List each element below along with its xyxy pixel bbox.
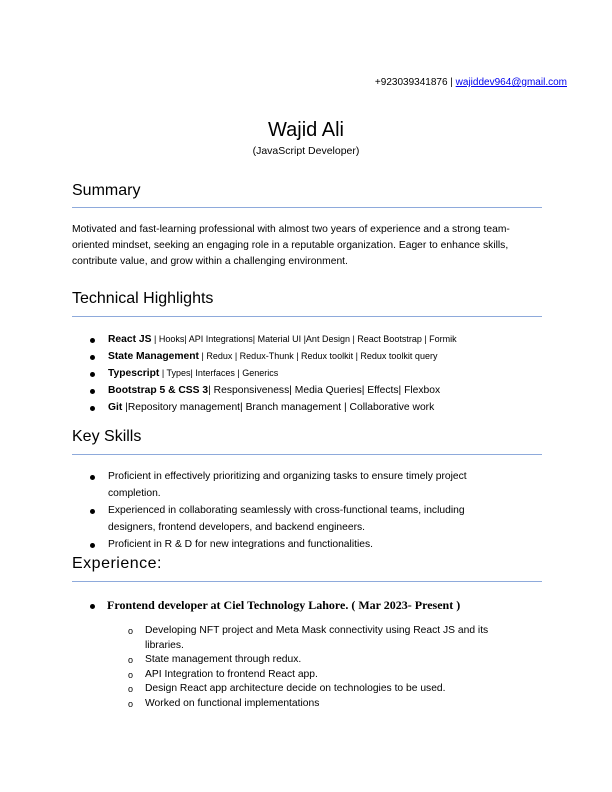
list-item bbox=[90, 365, 530, 382]
list-item bbox=[90, 348, 530, 365]
list-item: o State management through redux. bbox=[128, 653, 528, 668]
summary-text: Motivated and fast-learning professional with almost two years of experience and a strong team-oriented mindset, seeking an engaging role in a reputable organization. Eager to enhance skills, contribute value, and grow within a challenging environment. bbox=[72, 224, 510, 267]
item-detail: | Responsiveness| Media Queries| Effects| Flexbox bbox=[208, 385, 441, 396]
item-detail: |Repository management| Branch management | Collaborative work bbox=[122, 402, 435, 413]
divider bbox=[72, 454, 542, 455]
technical-list bbox=[90, 331, 530, 416]
divider bbox=[72, 316, 542, 317]
item-title: React JS bbox=[108, 334, 152, 345]
list-item: o Design React app architecture decide on technologies to be used. bbox=[128, 682, 528, 697]
list-item: Experienced in collaborating seamlessly with cross-functional teams, including designers, frontend developers, and backend engineers. bbox=[90, 502, 490, 536]
divider bbox=[72, 207, 542, 208]
job-title: Frontend developer at Ciel Technology Lahore. ( Mar 2023- Present ) bbox=[90, 598, 460, 613]
list-item: o API Integration to frontend React app. bbox=[128, 668, 528, 683]
item-detail: | Types| Interfaces | Generics bbox=[159, 368, 279, 378]
summary-heading: Summary bbox=[72, 182, 141, 199]
skills-list bbox=[90, 468, 490, 553]
item-detail: | Redux | Redux-Thunk | Redux toolkit | Redux toolkit query bbox=[198, 351, 438, 361]
item-title: Typescript bbox=[108, 368, 160, 379]
item-title: Bootstrap 5 & CSS 3 bbox=[108, 385, 209, 396]
item-detail: | Hooks| API Integrations| Material UI |Ant Design | React Bootstrap | Formik bbox=[151, 334, 457, 344]
contact-line bbox=[375, 77, 567, 88]
list-item: Proficient in effectively prioritizing and organizing tasks to ensure timely project completion. bbox=[90, 468, 490, 502]
phone: +923039341876 bbox=[374, 77, 448, 88]
list-item: o Developing NFT project and Meta Mask connectivity using React JS and its libraries. bbox=[128, 624, 528, 653]
email-link[interactable]: wajiddev964@gmail.com bbox=[455, 77, 567, 88]
divider bbox=[72, 581, 542, 582]
item-title: State Management bbox=[108, 351, 199, 362]
experience-list bbox=[128, 624, 528, 711]
list-item bbox=[90, 331, 530, 348]
candidate-name: Wajid Ali bbox=[268, 119, 344, 141]
separator: | bbox=[450, 77, 453, 88]
list-item bbox=[90, 399, 530, 416]
list-item: Proficient in R & D for new integrations and functionalities. bbox=[90, 536, 490, 553]
item-title: Git bbox=[108, 402, 123, 413]
list-item: o Worked on functional implementations bbox=[128, 697, 528, 712]
candidate-role: (JavaScript Developer) bbox=[252, 145, 360, 157]
skills-heading: Key Skills bbox=[72, 428, 142, 445]
technical-heading: Technical Highlights bbox=[72, 290, 214, 307]
list-item bbox=[90, 382, 530, 399]
experience-heading: Experience: bbox=[72, 555, 162, 572]
